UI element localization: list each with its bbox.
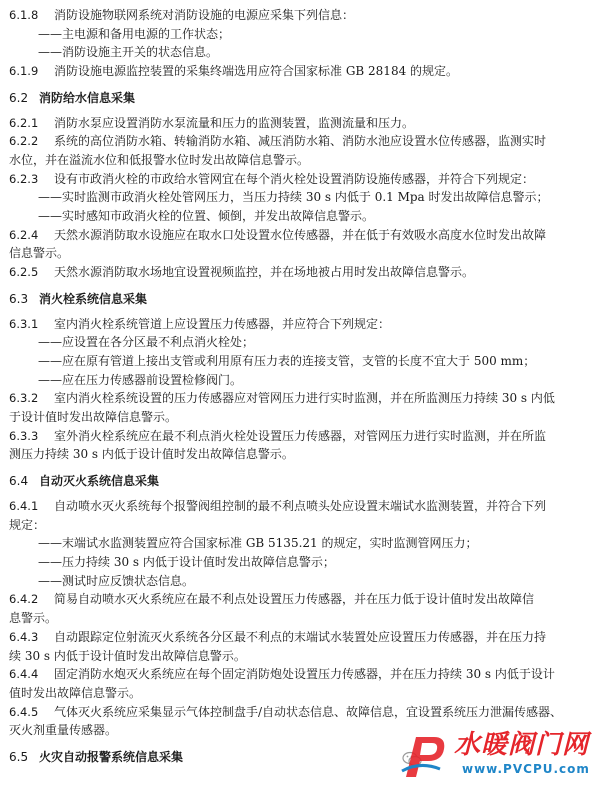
clause-6-4-5	[0, 703, 614, 722]
clause-text: 室内消火栓系统设置的压力传感器应对管网压力进行实时监测，并在所监测压力持续 30 s 内低	[54, 391, 555, 406]
clause-6-1-9	[0, 62, 614, 81]
section-title: 消防给水信息采集	[39, 90, 136, 105]
section-title: 消火栓系统信息采集	[39, 291, 148, 306]
clause-text: 消防水泵应设置消防水泵流量和压力的监测装置，监测流量和压力。	[54, 115, 415, 130]
clause-text: 设有市政消火栓的市政给水管网宜在每个消火栓处设置消防设施传感器，并符合下列规定：	[54, 171, 535, 186]
clause-number: 6.4.4	[9, 667, 39, 682]
clause-text: 简易自动喷水灭火系统应在最不利点处设置压力传感器，并在压力低于设计值时发出故障信	[54, 592, 535, 607]
clause-text: 自动跟踪定位射流灭火系统各分区最不利点的末端试水装置处应设置压力传感器，并在压力持	[54, 629, 547, 644]
clause-text: 室内消火栓系统管道上应设置压力传感器，并应符合下列规定：	[54, 316, 391, 331]
watermark-url: www.PVCPU.com	[462, 762, 590, 776]
section-number: 6.2	[9, 90, 29, 105]
watermark-brand: 水暖阀门网	[454, 730, 590, 760]
clause-6-2-3	[0, 170, 614, 189]
clause-continuation: 水位，并在溢流水位和低报警水位时发出故障信息警示。	[9, 152, 310, 167]
clause-continuation: 测压力持续 30 s 内低于设计值时发出故障信息警示。	[9, 447, 294, 462]
list-item: ——实时感知市政消火栓的位置、倾倒，并发出故障信息警示。	[38, 209, 375, 224]
list-item: ——应设置在各分区最不利点消火栓处；	[38, 335, 255, 350]
clause-number: 6.2.2	[9, 134, 39, 149]
clause-text: 自动喷水灭火系统每个报警阀组控制的最不利点喷头处应设置末端试水监测装置，并符合下列	[54, 498, 547, 513]
list-item: ——实时监测市政消火栓处管网压力，当压力持续 30 s 内低于 0.1 Mpa 时发出故障信息警示；	[38, 190, 549, 205]
list-item: ——主电源和备用电源的工作状态；	[38, 26, 231, 41]
section-number: 6.4	[9, 474, 29, 489]
list-item: ——应在压力传感器前设置检修阀门。	[38, 372, 243, 387]
clause-6-2-2	[0, 132, 614, 151]
pvcpu-logo	[400, 731, 450, 781]
watermark	[400, 727, 610, 783]
section-title: 火灾自动报警系统信息采集	[39, 750, 184, 765]
section-heading-6-2	[0, 89, 614, 108]
clause-6-4-3	[0, 628, 614, 647]
clause-text: 固定消防水炮灭火系统应在每个固定消防炮处设置压力传感器，并在压力持续 30 s 内低于设计	[54, 667, 555, 682]
clause-continuation: 值时发出故障信息警示。	[9, 685, 142, 700]
clause-6-1-8	[0, 6, 614, 25]
section-number: 6.3	[9, 291, 29, 306]
clause-text: 天然水源消防取水设施应在取水口处设置水位传感器，并在低于有效吸水高度水位时发出故障	[54, 227, 547, 242]
clause-text: 系统的高位消防水箱、转输消防水箱、减压消防水箱、消防水池应设置水位传感器，监测实时	[54, 134, 547, 149]
clause-text: 天然水源消防取水场地宜设置视频监控，并在场地被占用时发出故障信息警示。	[54, 265, 475, 280]
section-number: 6.5	[9, 750, 29, 765]
list-item: ——应在原有管道上接出支管或利用原有压力表的连接支管，支管的长度不宜大于 500 mm；	[38, 353, 536, 368]
clause-continuation: 息警示。	[9, 611, 58, 626]
clause-continuation: 规定：	[9, 517, 46, 532]
clause-text: 气体灭火系统应采集显示气体控制盘手/自动状态信息、故障信息，宜设置系统压力泄漏传感器、	[54, 704, 563, 719]
clause-continuation: 续 30 s 内低于设计值时发出故障信息警示。	[9, 648, 246, 663]
clause-number: 6.3.2	[9, 391, 39, 406]
section-title: 自动灭火系统信息采集	[39, 474, 160, 489]
clause-6-4-2	[0, 590, 614, 609]
clause-6-2-4	[0, 226, 614, 245]
clause-number: 6.1.8	[9, 8, 39, 22]
clause-6-2-1	[0, 114, 614, 133]
clause-6-3-3	[0, 427, 614, 446]
clause-6-3-1	[0, 315, 614, 334]
clause-text: 消防设施电源监控装置的采集终端选用应符合国家标准 GB 28184 的规定。	[54, 64, 459, 79]
clause-number: 6.2.5	[9, 265, 39, 280]
clause-continuation: 信息警示。	[9, 246, 70, 261]
clause-number: 6.3.1	[9, 316, 39, 331]
clause-number: 6.2.3	[9, 171, 39, 186]
clause-continuation: 于设计值时发出故障信息警示。	[9, 410, 178, 425]
section-heading-6-3	[0, 290, 614, 309]
list-item: ——测试时应反馈状态信息。	[38, 573, 195, 588]
clause-continuation: 灭火剂重量传感器。	[9, 723, 118, 738]
section-heading-6-4	[0, 472, 614, 491]
list-item: ——消防设施主开关的状态信息。	[38, 45, 219, 60]
clause-number: 6.2.4	[9, 227, 39, 242]
clause-number: 6.1.9	[9, 64, 39, 79]
clause-number: 6.4.2	[9, 592, 39, 607]
document-page	[0, 6, 614, 773]
clause-6-4-4	[0, 665, 614, 684]
list-item: ——末端试水监测装置应符合国家标准 GB 5135.21 的规定，实时监测管网压力；	[38, 536, 478, 551]
clause-6-2-5	[0, 263, 614, 282]
clause-number: 6.4.3	[9, 629, 39, 644]
clause-number: 6.2.1	[9, 115, 39, 130]
list-item: ——压力持续 30 s 内低于设计值时发出故障信息警示；	[38, 554, 335, 569]
clause-number: 6.4.1	[9, 498, 39, 513]
clause-number: 6.4.5	[9, 704, 39, 719]
clause-text: 消防设施物联网系统对消防设施的电源应采集下列信息：	[54, 8, 355, 22]
clause-number: 6.3.3	[9, 428, 39, 443]
clause-6-3-2	[0, 389, 614, 408]
clause-text: 室外消火栓系统应在最不利点消火栓处设置压力传感器，对管网压力进行实时监测，并在所监	[54, 428, 547, 443]
clause-6-4-1	[0, 497, 614, 516]
